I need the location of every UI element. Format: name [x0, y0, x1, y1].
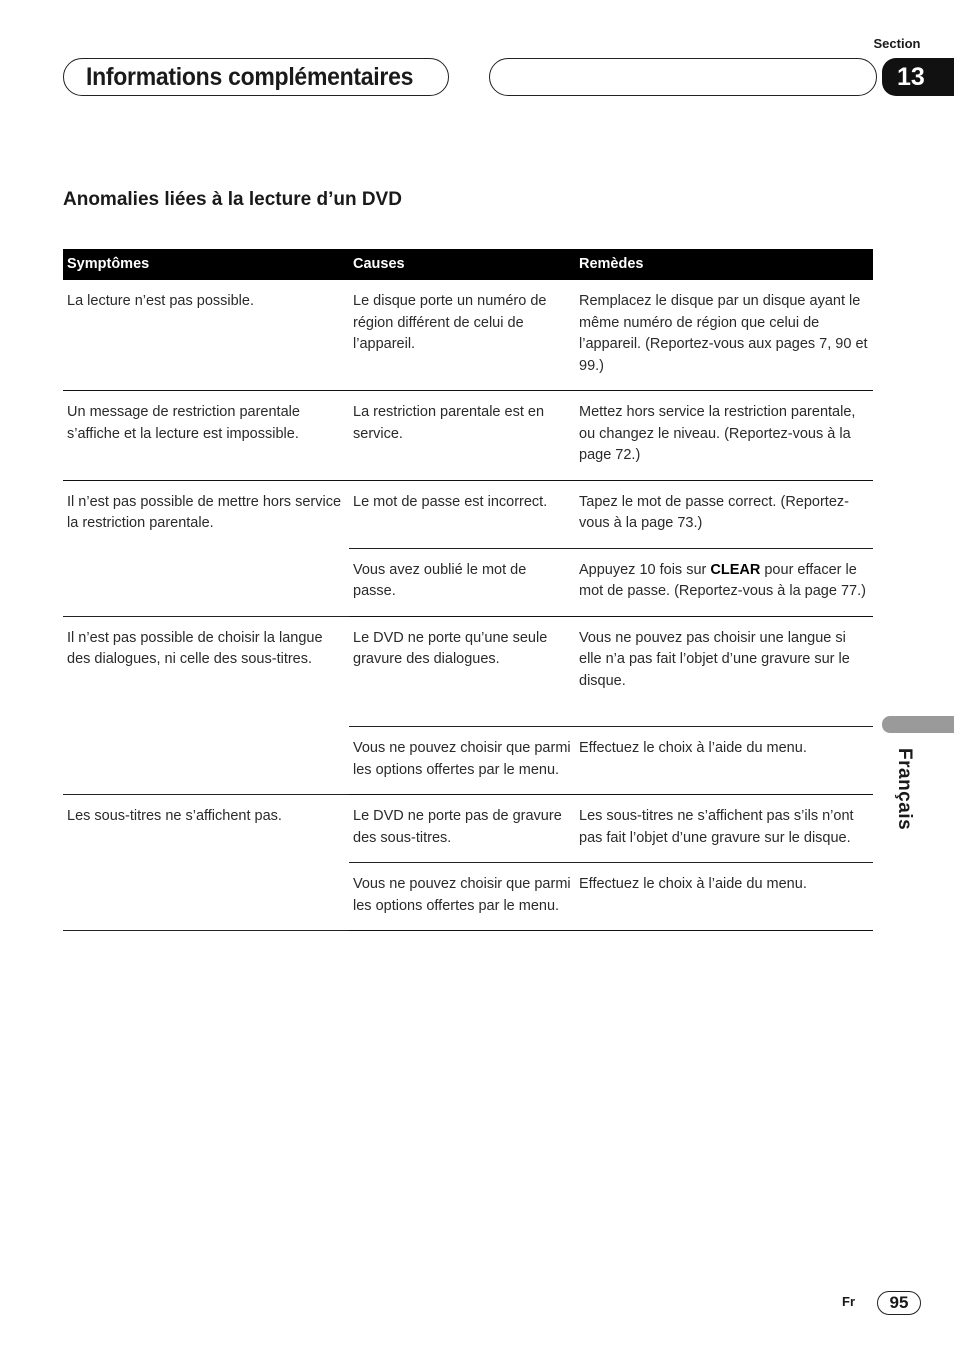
remedy-cell: Mettez hors service la restriction parentale, ou changez le niveau. (Reportez-vous à la page 72.) — [575, 391, 873, 481]
remedy-text: pour effacer le mot de passe. (Reportez-vous à la page 77.) — [579, 561, 866, 599]
remedy-cell — [575, 548, 873, 616]
section-number-tab: 13 — [882, 58, 954, 96]
symptom-cell: Un message de restriction parentale s’affiche et la lecture est impossible. — [63, 391, 349, 481]
column-header-symptoms: Symptômes — [67, 255, 150, 272]
troubleshooting-table — [63, 249, 873, 931]
cause-cell: Le disque porte un numéro de région différent de celui de l’appareil. — [349, 280, 575, 391]
footer-language-code: Fr — [842, 1294, 855, 1309]
remedy-cell: Tapez le mot de passe correct. (Reportez-vous à la page 73.) — [575, 480, 873, 548]
symptom-cell: Il n’est pas possible de choisir la langue des dialogues, ni celle des sous-titres. — [63, 616, 349, 795]
clear-key-label: CLEAR — [710, 561, 761, 578]
section-label: Section — [873, 36, 921, 51]
table-row — [63, 616, 873, 727]
table-header-row — [63, 249, 873, 280]
table-row — [63, 280, 873, 391]
cause-cell: Vous ne pouvez choisir que parmi les options offertes par le menu. — [349, 863, 575, 931]
cause-cell: Le DVD ne porte qu’une seule gravure des dialogues. — [349, 616, 575, 727]
column-header-remedies: Remèdes — [579, 255, 644, 272]
page-number: 95 — [877, 1291, 921, 1315]
table-row — [63, 795, 873, 863]
column-header-causes: Causes — [353, 255, 405, 272]
table-row — [63, 480, 873, 548]
symptom-cell: Les sous-titres ne s’affichent pas. — [63, 795, 349, 931]
remedy-cell: Vous ne pouvez pas choisir une langue si elle n’a pas fait l’objet d’une gravure sur le disque. — [575, 616, 873, 727]
chapter-title: Informations complémentaires — [86, 63, 414, 91]
table-row — [63, 391, 873, 481]
symptom-cell: Il n’est pas possible de mettre hors service la restriction parentale. — [63, 480, 349, 616]
language-tab-marker — [882, 716, 954, 733]
cause-cell: Le mot de passe est incorrect. — [349, 480, 575, 548]
language-label: Français — [894, 748, 915, 831]
cause-cell: Le DVD ne porte pas de gravure des sous-titres. — [349, 795, 575, 863]
chapter-title-pill — [63, 58, 449, 96]
remedy-cell: Effectuez le choix à l’aide du menu. — [575, 727, 873, 795]
header-blank-pill — [489, 58, 877, 96]
cause-cell: Vous avez oublié le mot de passe. — [349, 548, 575, 616]
cause-cell: La restriction parentale est en service. — [349, 391, 575, 481]
remedy-cell: Remplacez le disque par un disque ayant le même numéro de région que celui de l’appareil. (Reportez-vous aux pages 7, 90 et 99.) — [575, 280, 873, 391]
cause-cell: Vous ne pouvez choisir que parmi les options offertes par le menu. — [349, 727, 575, 795]
remedy-cell: Les sous-titres ne s’affichent pas s’ils n’ont pas fait l’objet d’une gravure sur le disque. — [575, 795, 873, 863]
remedy-text: Appuyez 10 fois sur — [579, 561, 711, 578]
remedy-cell: Effectuez le choix à l’aide du menu. — [575, 863, 873, 931]
symptom-cell: La lecture n’est pas possible. — [63, 280, 349, 391]
page-heading: Anomalies liées à la lecture d’un DVD — [63, 189, 402, 210]
